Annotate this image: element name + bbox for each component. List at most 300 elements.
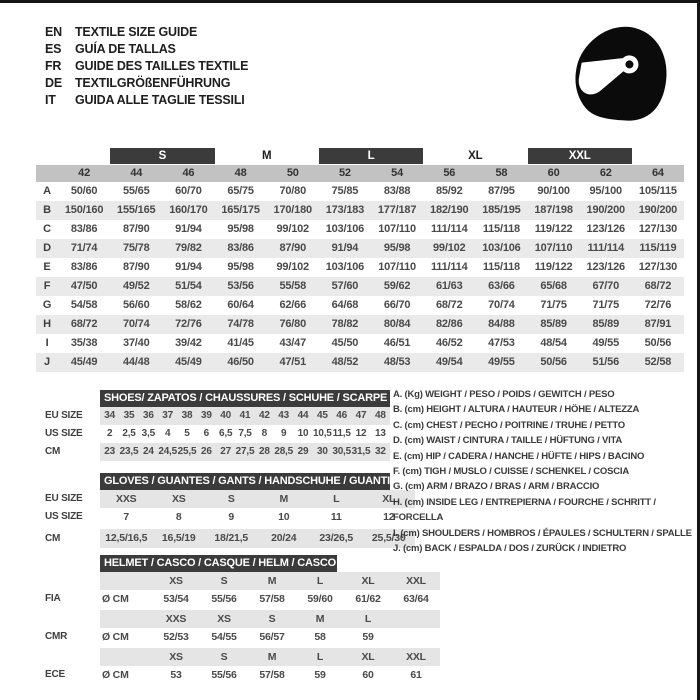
size-value: 119/122 [534, 223, 573, 235]
value-cell: 16,5/19 [161, 532, 196, 544]
shoes-table-row-cm [45, 443, 390, 461]
size-value: 111/114 [430, 261, 468, 273]
row-label: CM [45, 446, 61, 457]
value-cell: 6 [203, 428, 210, 439]
textile-row-i [36, 334, 684, 353]
size-value: 48/54 [540, 337, 567, 349]
size-value: 111/114 [430, 223, 468, 235]
helmet-value: 58 [314, 631, 326, 643]
size-value: 76/80 [279, 318, 306, 330]
size-value: 39/42 [175, 337, 202, 349]
helmet-sizes-grid [100, 610, 440, 628]
value-cell: 11 [330, 511, 342, 523]
size-value: 65/68 [540, 280, 567, 292]
size-value: 99/102 [276, 223, 309, 235]
value-cell: 25,5/30 [371, 532, 406, 544]
value-cell: 5 [184, 428, 190, 439]
size-value: 72/76 [175, 318, 202, 330]
row-label: US SIZE [45, 511, 83, 522]
helmet-value [392, 628, 440, 646]
size-value: 43/47 [279, 337, 306, 349]
value-cell: 30,5 [332, 446, 351, 457]
size-value: 87/90 [279, 242, 306, 254]
row-label: CM [45, 533, 61, 544]
language-row [45, 58, 248, 75]
size-value: 85/89 [592, 318, 619, 330]
shoes-table-row-eu [45, 407, 390, 425]
size-value: 105/115 [639, 185, 677, 197]
size-value: 51/54 [175, 280, 202, 292]
value-cell: 26 [200, 446, 212, 457]
size-value: 60/64 [227, 299, 254, 311]
value-cell: 36 [142, 410, 154, 421]
language-title: GUIDE DES TAILLES TEXTILE [75, 59, 249, 73]
language-title: GUIDA ALLE TAGLIE TESSILI [75, 93, 245, 107]
size-value: 190/200 [638, 204, 678, 216]
helmet-value: 55/56 [211, 593, 237, 605]
helmet-size-label: M [267, 651, 277, 663]
shoes-table-row-us [45, 425, 390, 443]
size-value: 50/56 [644, 337, 672, 349]
helmet-size-label: S [220, 651, 228, 663]
row-label: EU SIZE [45, 410, 83, 421]
size-value: 53/56 [227, 280, 254, 292]
value-cell: 8 [175, 511, 182, 523]
value-cell: 10 [297, 428, 309, 439]
helmet-value: 56/57 [259, 631, 285, 643]
helmet-size-label: XXL [406, 651, 426, 663]
size-group-l: L [319, 148, 423, 164]
standard-label-spacer [45, 572, 100, 590]
size-value: 155/165 [117, 204, 156, 216]
corner-cell [36, 165, 58, 182]
size-group-xl: XL [468, 150, 483, 162]
value-cell: 7,5 [238, 428, 252, 439]
size-value: 75/85 [331, 185, 359, 197]
diameter-spacer [100, 572, 152, 590]
helmet-size-row [45, 572, 440, 590]
size-value: 54/58 [70, 299, 98, 311]
size-value: 48/53 [383, 356, 411, 368]
gloves-table-header: GLOVES / GUANTES / GANTS / HANDSCHUHE / GUANTI [100, 473, 390, 490]
size-value: 103/106 [325, 261, 365, 273]
column-header: 60 [547, 167, 560, 179]
size-value: 87/91 [644, 318, 672, 330]
size-value: 115/118 [482, 261, 520, 273]
column-header: 54 [391, 167, 403, 179]
value-cell: XS [171, 493, 186, 505]
helmet-value: 53 [170, 669, 182, 681]
helmet-size-label: S [220, 575, 228, 587]
value-cell: S [227, 493, 235, 505]
size-value: 64/68 [331, 299, 359, 311]
helmet-size-label [392, 610, 440, 628]
size-value: 57/60 [331, 280, 359, 292]
column-header: 58 [495, 167, 508, 179]
language-code: FR [45, 59, 62, 73]
size-value: 68/72 [70, 318, 98, 330]
value-cell: 27 [220, 446, 232, 457]
diameter-label: Ø CM [102, 593, 129, 605]
size-value: 173/183 [325, 204, 365, 216]
size-value: 95/100 [589, 185, 622, 197]
size-value: 35/38 [70, 337, 98, 349]
helmet-value: 61 [410, 669, 422, 681]
size-value: 45/49 [70, 356, 98, 368]
gloves-table-grid-cm [100, 529, 415, 548]
row-letter: D [43, 242, 51, 254]
language-title: TEXTILE SIZE GUIDE [75, 25, 198, 39]
value-cell: 23/26,5 [319, 532, 354, 544]
value-cell: 2,5 [122, 428, 136, 439]
helmet-values-grid [100, 666, 440, 684]
size-value: 160/170 [169, 204, 208, 216]
size-value: 83/86 [70, 223, 98, 235]
size-value: 177/187 [377, 204, 417, 216]
legend-item: D. (cm) WAIST / CINTURA / TAILLE / HÜFTUNG / VITA [393, 435, 623, 447]
helmet-icon [566, 20, 674, 126]
textile-row-j [36, 353, 684, 372]
shoes-table-grid-eu [100, 407, 390, 425]
value-cell: 40 [220, 410, 232, 421]
size-group-s: S [110, 148, 214, 164]
helmet-value: 60 [362, 669, 374, 681]
row-letter: G [42, 299, 52, 311]
standard-label: CMR [45, 631, 68, 642]
textile-row-d [36, 239, 684, 258]
value-cell: 12,5/16,5 [105, 532, 148, 544]
value-cell: 29 [297, 446, 309, 457]
helmet-data-row [45, 628, 440, 646]
size-value: 70/74 [122, 318, 150, 330]
size-value: 51/56 [592, 356, 619, 368]
size-value: 75/78 [122, 242, 150, 254]
value-cell: 24 [142, 446, 154, 457]
textile-size-table [36, 148, 684, 372]
value-cell: 27,5 [235, 446, 255, 457]
column-header: 44 [130, 167, 143, 179]
size-value: 84/88 [488, 318, 515, 330]
size-value: 46/52 [435, 337, 463, 349]
size-value: 58/62 [175, 299, 202, 311]
size-value: 107/110 [534, 242, 573, 254]
size-value: 127/130 [638, 223, 678, 235]
size-value: 85/92 [435, 185, 463, 197]
size-value: 52/58 [644, 356, 672, 368]
size-value: 66/70 [383, 299, 411, 311]
textile-row-g [36, 296, 684, 315]
value-cell: 10 [278, 511, 290, 523]
size-value: 111/114 [587, 242, 625, 254]
legend-item: I. (cm) SHOULDERS / HOMBROS / ÉPAULES / SCHULTERN / SPALLE [393, 527, 692, 539]
legend-item: E. (cm) HIP / CADERA / HANCHE / HÜFTE / HIPS / BACINO [393, 450, 645, 462]
legend-item: G. (cm) ARM / BRAZO / BRAS / ARM / BRACCIO [393, 481, 600, 493]
textile-row-e [36, 258, 684, 277]
value-cell: 12 [355, 428, 367, 439]
top-frame-line [0, 0, 700, 3]
gloves-table-grid-eu [100, 490, 415, 508]
language-code: ES [45, 42, 62, 56]
size-value: 90/100 [537, 185, 570, 197]
language-title: TEXTILGRÖßENFÜHRUNG [75, 76, 231, 90]
size-value: 87/95 [488, 185, 515, 197]
size-value: 103/106 [325, 223, 365, 235]
shoes-table [45, 390, 390, 461]
value-cell: 3,5 [141, 428, 155, 439]
size-group-m: M [261, 150, 272, 162]
gloves-table [45, 473, 415, 548]
standard-label: ECE [45, 669, 65, 680]
value-cell: 43 [278, 410, 290, 421]
row-label: EU SIZE [45, 493, 83, 504]
helmet-table [45, 555, 440, 684]
helmet-values-grid [100, 590, 440, 608]
textile-row-h [36, 315, 684, 334]
size-value: 56/60 [122, 299, 150, 311]
size-value: 95/98 [383, 242, 411, 254]
helmet-size-label: XS [169, 651, 183, 663]
value-cell: 25,5 [177, 446, 197, 457]
row-label: US SIZE [45, 428, 83, 439]
textile-size-group-row [36, 148, 684, 164]
size-value: 123/126 [586, 261, 625, 273]
value-cell: 42 [258, 410, 270, 421]
size-value: 49/55 [592, 337, 619, 349]
value-cell: 38 [181, 410, 193, 421]
size-value: 91/94 [175, 223, 202, 235]
size-value: 182/190 [430, 204, 469, 216]
size-value: 190/200 [586, 204, 625, 216]
helmet-size-label: XL [361, 575, 375, 587]
helmet-value: 59 [362, 631, 374, 643]
size-value: 83/86 [227, 242, 254, 254]
size-value: 91/94 [331, 242, 359, 254]
shoes-table-header: SHOES/ ZAPATOS / CHAUSSURES / SCHUHE / SCARPE [100, 390, 390, 407]
value-cell: 45 [316, 410, 328, 421]
shoes-table-grid-cm [100, 443, 390, 461]
size-value: 95/98 [227, 261, 254, 273]
row-letter: H [43, 318, 51, 330]
size-value: 46/51 [383, 337, 411, 349]
value-cell: 35 [123, 410, 135, 421]
helmet-size-label: XS [217, 613, 231, 625]
legend-item: J. (cm) BACK / ESPALDA / DOS / ZURÜCK / INDIETRO [393, 543, 627, 555]
value-cell: 41 [239, 410, 251, 421]
size-value: 71/74 [70, 242, 98, 254]
diameter-spacer [100, 648, 152, 666]
size-value: 103/106 [482, 242, 521, 254]
size-value: 99/102 [433, 242, 466, 254]
size-value: 80/84 [383, 318, 411, 330]
value-cell: 23 [104, 446, 116, 457]
size-value: 46/50 [227, 356, 254, 368]
value-cell: M [279, 493, 289, 505]
row-letter: E [43, 261, 51, 273]
size-value: 59/62 [383, 280, 411, 292]
value-cell: 18/21,5 [214, 532, 249, 544]
value-cell: L [333, 493, 340, 505]
size-value: 83/86 [70, 261, 98, 273]
value-cell: 32 [374, 446, 386, 457]
helmet-value: 59/60 [307, 593, 333, 605]
size-value: 185/195 [482, 204, 521, 216]
legend-item: A. (Kg) WEIGHT / PESO / POIDS / GEWITCH / PESO [393, 389, 615, 400]
size-value: 95/98 [227, 223, 254, 235]
size-value: 71/75 [592, 299, 619, 311]
language-list [45, 24, 248, 109]
value-cell: 6,5 [219, 428, 233, 439]
size-value: 170/180 [273, 204, 312, 216]
size-value: 74/78 [227, 318, 254, 330]
size-value: 63/66 [488, 280, 515, 292]
size-value: 70/74 [488, 299, 515, 311]
helmet-standard-block-fia [45, 572, 440, 608]
size-value: 150/160 [64, 204, 104, 216]
helmet-size-label: XS [169, 575, 183, 587]
row-letter: F [43, 280, 51, 292]
size-value: 48/52 [331, 356, 359, 368]
value-cell: 30 [316, 446, 328, 457]
legend-item: B. (cm) HEIGHT / ALTURA / HAUTEUR / HÖHE / ALTEZZA [393, 404, 640, 416]
language-row [45, 24, 248, 41]
gloves-table-row-eu [45, 490, 415, 508]
value-cell: 20/24 [271, 532, 297, 544]
value-cell: 23,5 [119, 446, 139, 457]
size-value: 49/54 [435, 356, 463, 368]
size-value: 127/130 [638, 261, 678, 273]
value-cell: 10,5 [312, 428, 332, 439]
standard-label-spacer [45, 648, 100, 666]
helmet-size-label: L [364, 613, 372, 625]
standard-label: FIA [45, 593, 61, 604]
size-group-spacer [36, 148, 110, 164]
measurement-legend [393, 387, 693, 556]
size-value: 99/102 [276, 261, 309, 273]
helmet-value: 53/54 [163, 593, 189, 605]
size-value: 79/82 [175, 242, 202, 254]
column-header: 62 [599, 167, 612, 179]
legend-item: C. (cm) CHEST / PECHO / POITRINE / TRUHE / PETTO [393, 419, 625, 431]
value-cell: 12 [383, 511, 395, 523]
value-cell: 37 [162, 410, 174, 421]
helmet-size-row [45, 610, 440, 628]
legend-item: F. (cm) TIGH / MUSLO / CUISSE / SCHENKEL / COSCIA [393, 466, 629, 478]
size-value: 83/88 [383, 185, 411, 197]
size-value: 68/72 [644, 280, 672, 292]
size-value: 50/60 [70, 185, 98, 197]
helmet-values-grid [100, 628, 440, 646]
value-cell: 13 [374, 428, 386, 439]
row-letter: I [45, 337, 49, 349]
gloves-table-row-us [45, 508, 415, 526]
size-value: 49/55 [488, 356, 515, 368]
size-value: 85/89 [540, 318, 567, 330]
helmet-value: 55/56 [211, 669, 237, 681]
language-row [45, 75, 248, 92]
size-value: 91/94 [175, 261, 202, 273]
value-cell: 8 [261, 428, 268, 439]
value-cell: 9 [280, 428, 287, 439]
helmet-size-label: M [267, 575, 277, 587]
language-row [45, 92, 248, 109]
size-value: 115/118 [482, 223, 520, 235]
row-letter: J [44, 356, 50, 368]
row-letter: A [43, 185, 51, 197]
legend-item: H. (cm) INSIDE LEG / ENTREPIERNA / FOURCHE / SCHRITT / FORCELLA [393, 496, 656, 524]
helmet-size-label: XXS [165, 613, 187, 625]
value-cell: 39 [200, 410, 212, 421]
helmet-value: 59 [314, 669, 326, 681]
diameter-label: Ø CM [102, 669, 129, 681]
helmet-value: 57/58 [259, 593, 285, 605]
value-cell: 34 [104, 410, 116, 421]
size-value: 61/63 [435, 280, 463, 292]
helmet-value: 63/64 [403, 593, 429, 605]
size-value: 62/66 [279, 299, 306, 311]
value-cell: 24,5 [158, 446, 177, 457]
value-cell: XL [382, 493, 396, 505]
column-header: 64 [651, 167, 664, 179]
column-header: 56 [443, 167, 456, 179]
size-value: 68/72 [435, 299, 463, 311]
column-header: 52 [338, 167, 351, 179]
value-cell: 7 [123, 511, 130, 523]
value-cell: 44 [297, 410, 309, 421]
value-cell: 2 [106, 428, 113, 439]
language-code: IT [45, 93, 56, 107]
size-value: 47/53 [488, 337, 515, 349]
size-value: 60/70 [175, 185, 202, 197]
helmet-table-header: HELMET / CASCO / CASQUE / HELM / CASCO [100, 555, 337, 572]
size-value: 44/48 [122, 356, 150, 368]
size-value: 71/75 [540, 299, 567, 311]
size-group-xxl: XXL [528, 148, 632, 164]
size-value: 187/198 [534, 204, 573, 216]
value-cell: 28,5 [274, 446, 293, 457]
size-value: 50/56 [540, 356, 567, 368]
size-value: 49/52 [122, 280, 150, 292]
helmet-size-row [45, 648, 440, 666]
size-value: 45/50 [331, 337, 359, 349]
size-value: 165/175 [221, 204, 260, 216]
value-cell: 46 [336, 410, 348, 421]
textile-row-f [36, 277, 684, 296]
column-header: 48 [234, 167, 247, 179]
diameter-label: Ø CM [102, 631, 129, 643]
value-cell: 28 [258, 446, 270, 457]
helmet-value: 57/58 [259, 669, 285, 681]
row-letter: C [43, 223, 51, 235]
size-value: 115/119 [639, 242, 677, 254]
helmet-size-label: S [268, 613, 276, 625]
gloves-table-grid-us [100, 508, 415, 526]
size-value: 70/80 [279, 185, 306, 197]
helmet-size-label: XXL [406, 575, 426, 587]
helmet-size-label: M [315, 613, 325, 625]
standard-label-spacer [45, 610, 100, 628]
value-cell: 31,5 [351, 446, 371, 457]
row-letter: B [43, 204, 51, 216]
size-value: 107/110 [378, 261, 416, 273]
size-value: 47/50 [70, 280, 98, 292]
helmet-size-label: XL [361, 651, 375, 663]
value-cell: 11,5 [332, 428, 351, 439]
language-code: DE [45, 76, 62, 90]
value-cell: XXS [116, 493, 137, 505]
value-cell: 47 [355, 410, 367, 421]
value-cell: 9 [228, 511, 235, 523]
helmet-sizes-grid [100, 572, 440, 590]
